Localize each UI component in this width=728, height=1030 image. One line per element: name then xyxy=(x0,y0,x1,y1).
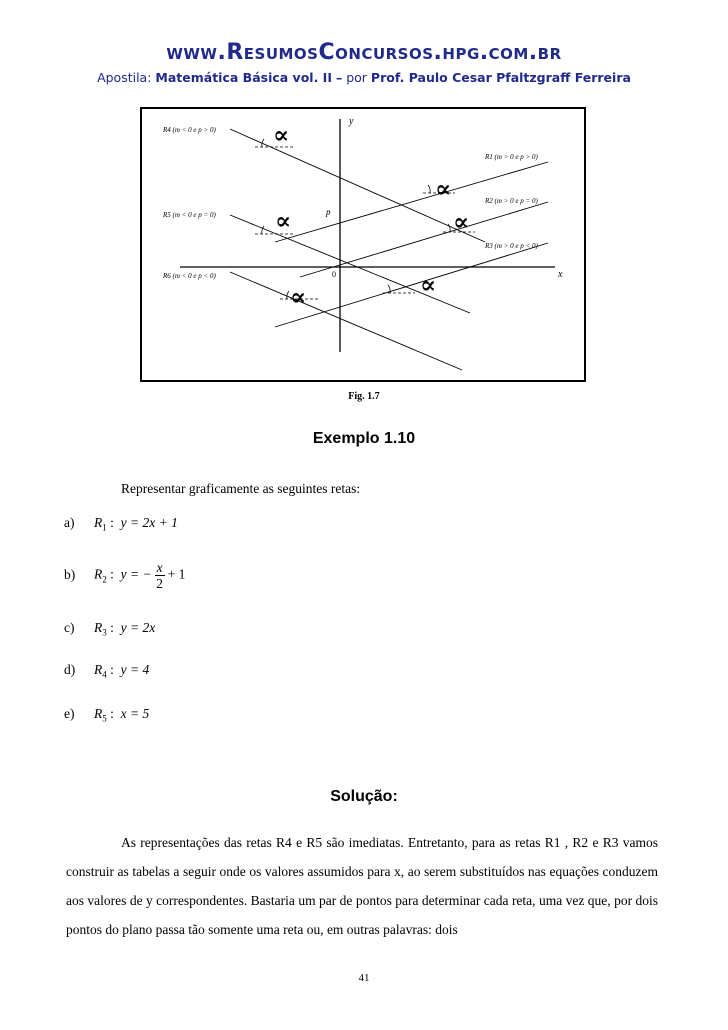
origin-label: 0 xyxy=(332,270,336,279)
equation-item-d: d) $R_4$ : y = 4 xyxy=(64,662,150,680)
figure-svg xyxy=(140,107,586,382)
header-subtitle xyxy=(0,70,728,85)
equation-item-a: a) $R_1$ : y = 2x + 1 xyxy=(64,515,178,533)
apostila-label: Apostila: xyxy=(97,70,152,85)
equation-item-c: c) $R_3$ : y = 2x xyxy=(64,620,156,638)
author-name: Prof. Paulo Cesar Pfaltzgraff Ferreira xyxy=(370,70,631,85)
por-label: por xyxy=(346,70,367,85)
label-r2: R2 (m > 0 e p = 0) xyxy=(485,197,538,205)
alpha-symbol: ∝ xyxy=(273,120,290,149)
example-title: Exemplo 1.10 xyxy=(312,430,416,447)
label-r5: R5 (m < 0 e p = 0) xyxy=(163,211,216,219)
example-intro: Representar graficamente as seguintes retas: xyxy=(121,481,361,496)
axis-y-label: y xyxy=(349,116,354,127)
site-title[interactable]: www.ResumosConcursos.hpg.com.br xyxy=(166,40,562,65)
solution-title: Solução: xyxy=(330,788,398,805)
equation-item-b: b) $R_2$ : y = − $\frac{x}{2}$ + 1 xyxy=(64,560,186,591)
label-r6: R6 (m < 0 e p < 0) xyxy=(163,272,216,280)
alpha-symbol: ∝ xyxy=(275,206,292,235)
figure-caption: Fig. 1.7 xyxy=(348,391,380,402)
figure-1-7 xyxy=(140,107,586,382)
label-r1: R1 (m > 0 e p > 0) xyxy=(485,153,538,161)
book-title: Matemática Básica vol. II xyxy=(155,70,332,85)
p-label: p xyxy=(326,207,331,217)
alpha-symbol: ∝ xyxy=(420,270,437,299)
label-r4: R4 (m < 0 e p > 0) xyxy=(163,126,216,134)
axis-x-label: x xyxy=(558,269,563,280)
header-dash: – xyxy=(335,70,343,85)
alpha-symbol: ∝ xyxy=(290,282,307,311)
alpha-symbol: ∝ xyxy=(435,174,452,203)
solution-paragraph: As representações das retas R4 e R5 são imediatas. Entretanto, para as retas R1 , R2 e R3 vamos construir as tabelas a seguir onde os valores assumidos para x, ao serem substituídos nas equações conduzem aos valores de y correspondentes. Bastaria um par de pontos para determinar cada reta, uma vez que, por dois pontos do plano passa tão somente uma reta ou, em outras palavras: dois xyxy=(66,835,658,937)
alpha-symbol: ∝ xyxy=(453,207,470,236)
label-r3: R3 (m > 0 e p < 0) xyxy=(485,242,538,250)
equation-item-e: e) $R_5$ : x = 5 xyxy=(64,706,150,724)
fraction: $\frac{x}{2}$ xyxy=(156,560,163,591)
page-number: 41 xyxy=(358,972,370,984)
